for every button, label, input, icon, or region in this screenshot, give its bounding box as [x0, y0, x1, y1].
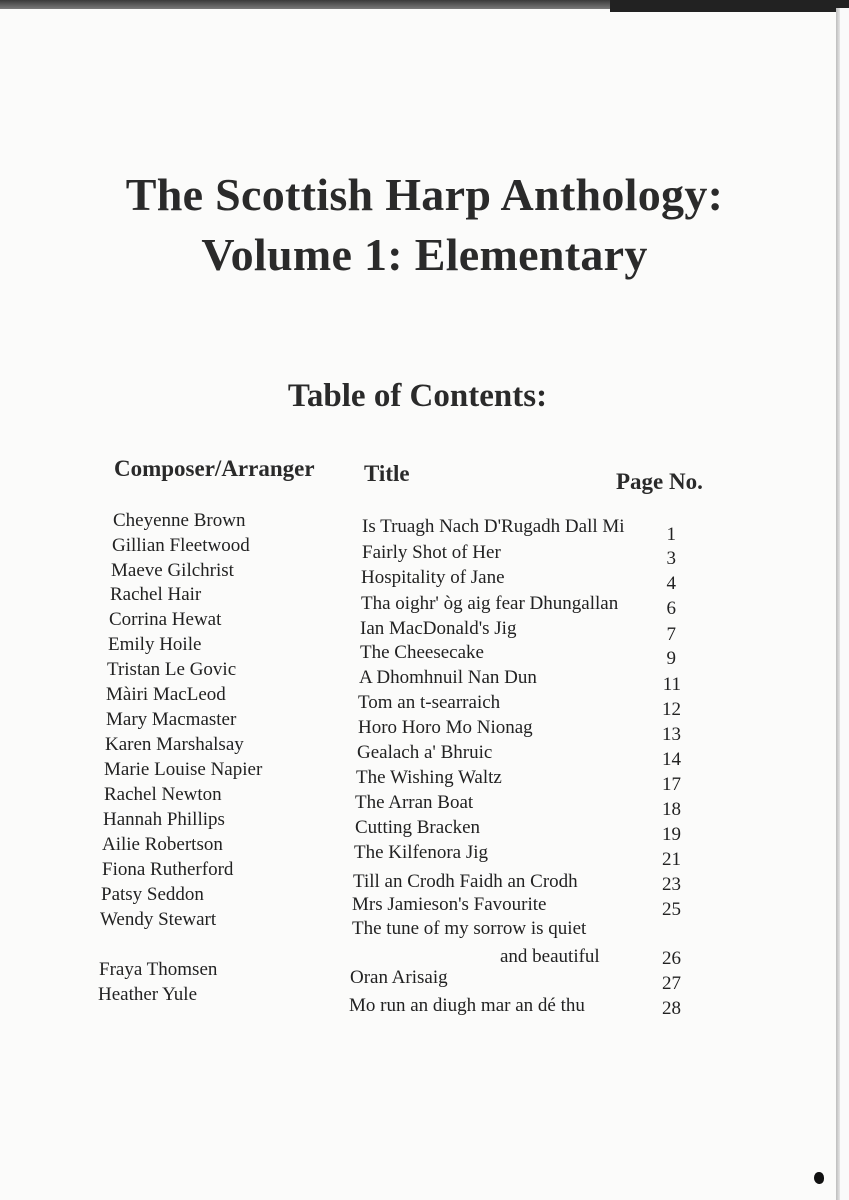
composer-name: Cheyenne Brown [113, 510, 246, 531]
tune-title: Fairly Shot of Her [362, 542, 501, 563]
page-number: 9 [666, 648, 676, 669]
tune-title: Mo run an diugh mar an dé thu [349, 995, 585, 1016]
page-number: 26 [662, 948, 681, 969]
composer-name: Hannah Phillips [103, 809, 225, 830]
column-header-composer: Composer/Arranger [114, 456, 315, 481]
page-number: 3 [666, 548, 676, 569]
page-number: 18 [662, 799, 681, 820]
tune-title: The Cheesecake [360, 642, 484, 663]
composer-name: Rachel Hair [110, 584, 202, 605]
tune-title: Ian MacDonald's Jig [360, 618, 517, 639]
page-number: 25 [662, 899, 681, 920]
tune-title: The Wishing Waltz [356, 767, 502, 788]
page-number: 27 [662, 973, 681, 994]
page-number: 7 [666, 624, 676, 645]
tune-title: Is Truagh Nach D'Rugadh Dall Mi [362, 516, 625, 537]
composer-name: Rachel Newton [104, 784, 222, 805]
column-header-title: Title [364, 461, 410, 486]
page-number: 23 [662, 874, 681, 895]
composer-name: Tristan Le Govic [107, 659, 237, 680]
composer-name: Heather Yule [98, 984, 197, 1005]
composer-name: Ailie Robertson [102, 834, 223, 855]
composer-name: Màiri MacLeod [106, 684, 226, 705]
page-number: 13 [662, 724, 681, 745]
tune-title: Oran Arisaig [350, 967, 448, 988]
tune-title: Mrs Jamieson's Favourite [352, 894, 547, 915]
tune-title: Tha oighr' òg aig fear Dhungallan [361, 593, 619, 614]
tune-title: Hospitality of Jane [361, 567, 505, 588]
tune-title: The tune of my sorrow is quiet [352, 918, 587, 939]
tune-title: Gealach a' Bhruic [357, 742, 493, 763]
page-number: 21 [662, 849, 681, 870]
page-number: 12 [662, 699, 681, 720]
column-header-page: Page No. [616, 469, 703, 494]
composer-name: Fiona Rutherford [102, 859, 234, 880]
composer-name: Gillian Fleetwood [112, 535, 250, 556]
book-title-line1: The Scottish Harp Anthology: [125, 169, 724, 220]
scan-top-edge-dark [610, 0, 849, 12]
page-number: 28 [662, 998, 681, 1019]
tune-title-continued: and beautiful [500, 946, 600, 967]
book-title-line2: Volume 1: Elementary [201, 229, 648, 280]
page-number: 6 [666, 598, 676, 619]
composer-name: Mary Macmaster [106, 709, 237, 730]
page-number: 14 [662, 749, 681, 770]
page-number: 19 [662, 824, 681, 845]
tune-title: Tom an t-searraich [358, 692, 501, 713]
composer-name: Emily Hoile [108, 634, 202, 655]
scan-ink-mark [814, 1172, 824, 1184]
tune-title: Till an Crodh Faidh an Crodh [353, 871, 578, 892]
toc-heading: Table of Contents: [287, 378, 548, 414]
composer-name: Karen Marshalsay [105, 734, 244, 755]
page-number: 17 [662, 774, 681, 795]
tune-title: A Dhomhnuil Nan Dun [359, 667, 537, 688]
composer-name: Fraya Thomsen [99, 959, 218, 980]
composer-name: Maeve Gilchrist [111, 560, 234, 581]
composer-name: Patsy Seddon [101, 884, 204, 905]
composer-name: Corrina Hewat [109, 609, 222, 630]
page-number: 11 [662, 674, 681, 695]
page-number: 4 [666, 573, 676, 594]
tune-title: Cutting Bracken [355, 817, 481, 838]
page-number: 1 [666, 524, 676, 545]
tune-title: The Arran Boat [355, 792, 474, 813]
composer-name: Wendy Stewart [100, 909, 217, 930]
tune-title: Horo Horo Mo Nionag [358, 717, 533, 738]
composer-name: Marie Louise Napier [104, 759, 263, 780]
tune-title: The Kilfenora Jig [354, 842, 489, 863]
